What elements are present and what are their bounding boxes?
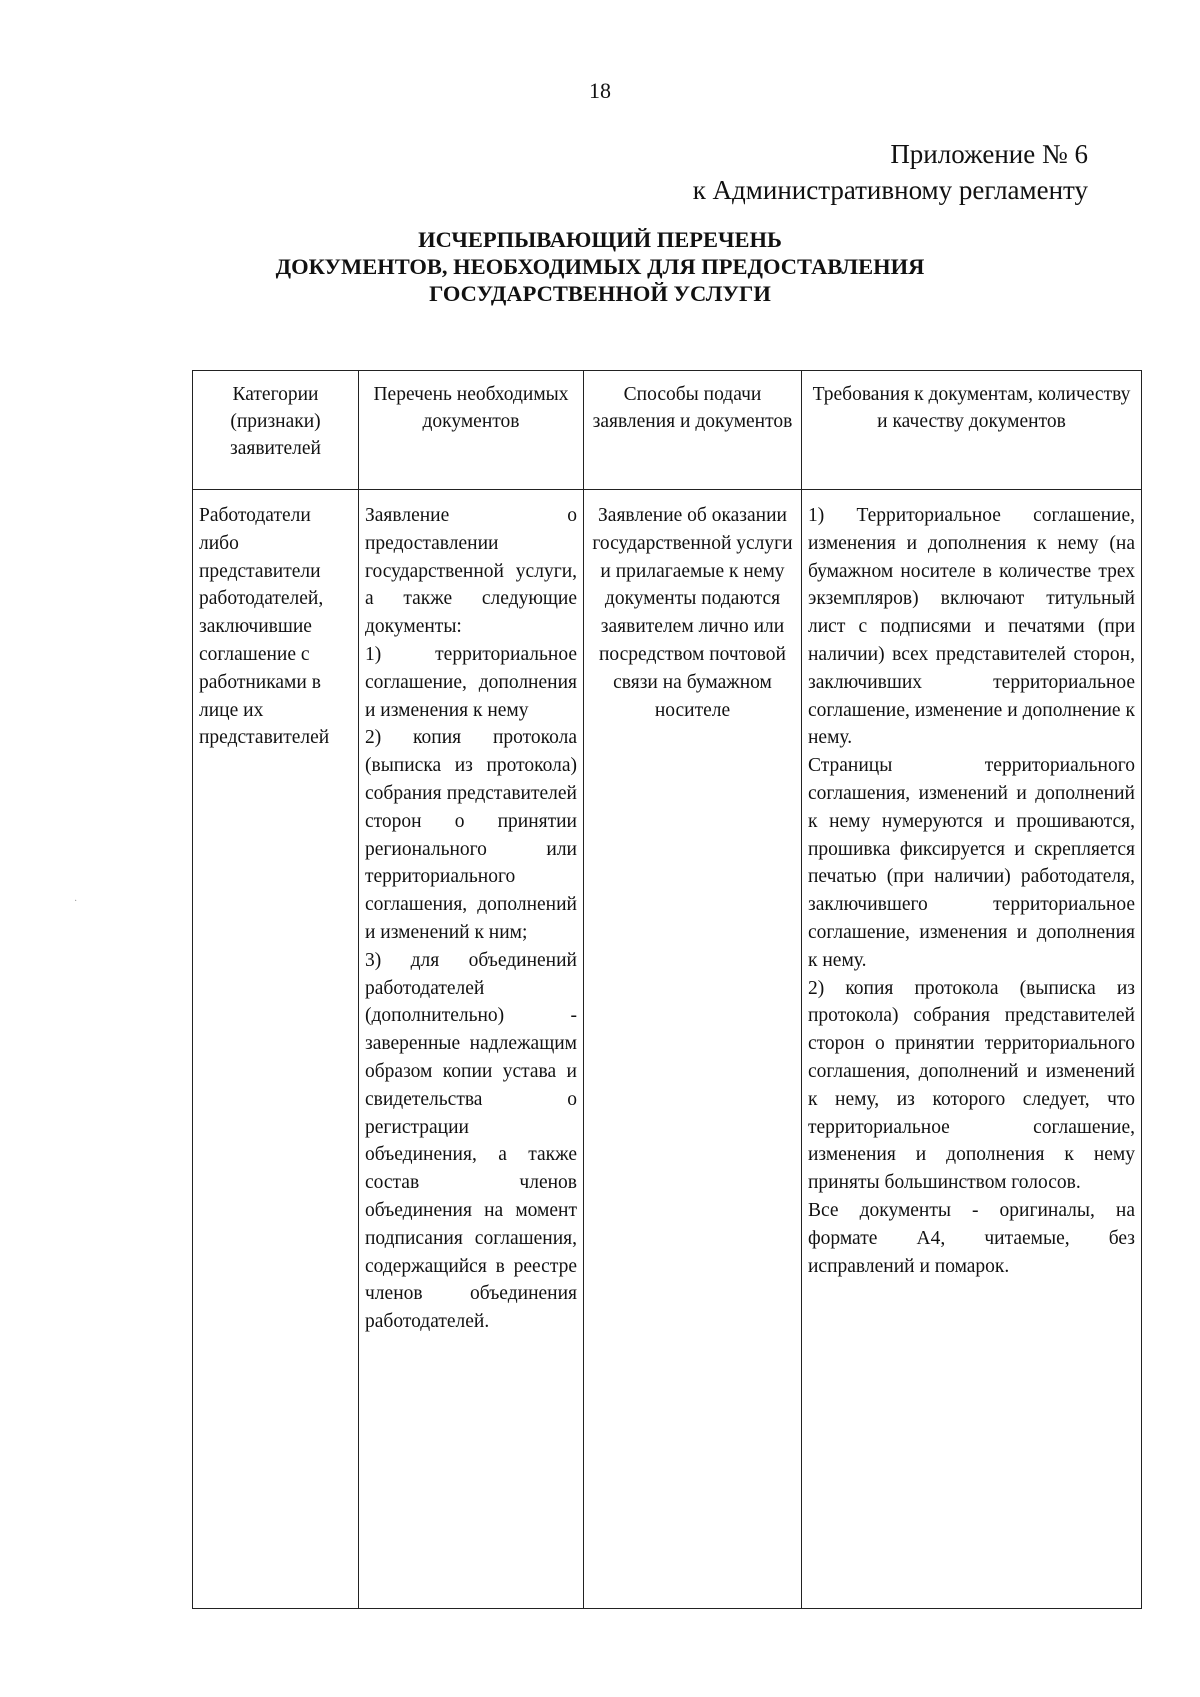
- scan-speck: ·: [74, 896, 78, 907]
- appendix-caption: [693, 136, 1088, 208]
- requirements-paragraph-4: Все документы - оригиналы, на формате А4, читаемые, без исправлений и помарок.: [808, 1199, 1135, 1277]
- title-line-2: ДОКУМЕНТОВ, НЕОБХОДИМЫХ ДЛЯ ПРЕДОСТАВЛЕНИЯ: [275, 254, 925, 279]
- header-submission-methods: Способы подачи заявления и документов: [584, 371, 802, 490]
- title-line-1: ИСЧЕРПЫВАЮЩИЙ ПЕРЕЧЕНЬ: [418, 227, 782, 252]
- title-line-3: ГОСУДАРСТВЕННОЙ УСЛУГИ: [429, 281, 771, 306]
- table-header-row: [193, 371, 1142, 490]
- requirements-paragraph-2: Страницы территориального соглашения, изменений и дополнений к нему нумеруются и прошиваются, прошивка фиксируется и скрепляется печатью (при наличии) работодателя, заключившего территориальное соглашение, изменения и дополнения к нему.: [808, 755, 1135, 971]
- appendix-reference: к Административному регламенту: [692, 175, 1088, 205]
- cell-applicant-categories: Работодатели либо представители работодателей, заключившие соглашение с работниками в лице их представителей: [193, 490, 359, 1609]
- header-applicant-categories: Категории (признаки) заявителей: [193, 371, 359, 490]
- header-document-requirements: Требования к документам, количеству и качеству документов: [802, 371, 1142, 490]
- cell-submission-methods: Заявление об оказании государственной услуги и прилагаемые к нему документы подаются заявителем лично или посредством почтовой связи на бумажном носителе: [584, 490, 802, 1609]
- table-row: [193, 490, 1142, 1609]
- requirements-paragraph-1: 1) Территориальное соглашение, изменения и дополнения к нему (на бумажном носителе в количестве трех экземпляров) включают титульный лист с подписями и печатями (при наличии) всех представителей сторон, заключивших территориальное соглашение, изменение и дополнение к нему.: [808, 505, 1135, 749]
- documents-item-2: 2) копия протокола (выписка из протокола) собрания представителей сторон о принятии регионального или территориального соглашения, дополнений и изменений к ним;: [365, 727, 577, 943]
- documents-item-1: 1) территориальное соглашение, дополнения и изменения к нему: [365, 643, 577, 721]
- documents-intro: Заявление о предоставлении государственной услуги, а также следующие документы:: [365, 505, 577, 638]
- documents-item-3: 3) для объединений работодателей (дополнительно) - заверенные надлежащим образом копии устава и свидетельства о регистрации объединения, а также состав членов объединения на момент подписания соглашения, содержащийся в реестре членов объединения работодателей.: [365, 949, 577, 1333]
- cell-document-requirements: [802, 490, 1142, 1609]
- requirements-paragraph-3: 2) копия протокола (выписка из протокола) собрания представителей сторон о принятии территориального соглашения, дополнений и изменений к нему, из которого следует, что территориальное соглашение, изменения и дополнения к нему приняты большинством голосов.: [808, 977, 1135, 1194]
- document-title: [0, 226, 1200, 307]
- header-required-documents: Перечень необходимых документов: [359, 371, 584, 490]
- appendix-number: Приложение № 6: [890, 139, 1088, 169]
- page-number: 18: [589, 78, 611, 103]
- cell-required-documents: [359, 490, 584, 1609]
- documents-table: [192, 370, 1142, 1609]
